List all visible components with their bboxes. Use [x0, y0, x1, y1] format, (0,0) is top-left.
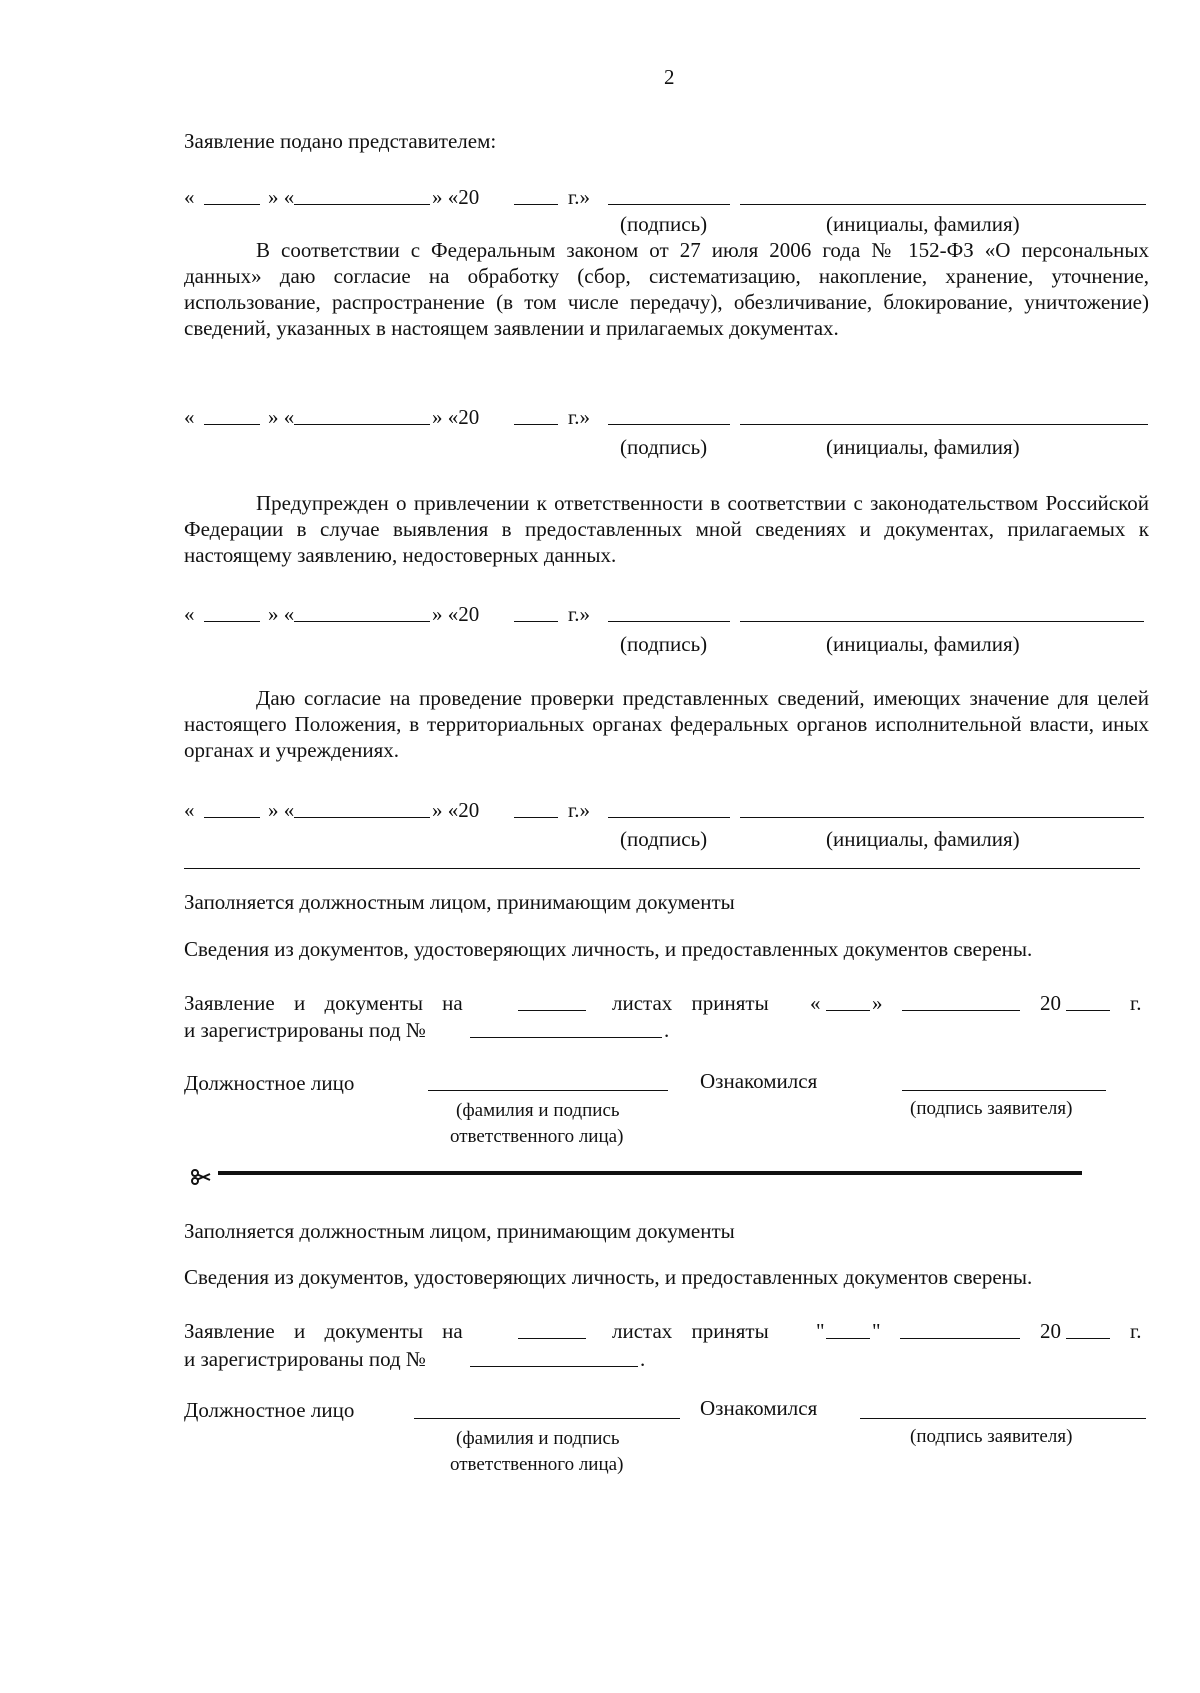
- month-blank[interactable]: [294, 204, 430, 205]
- year-blank[interactable]: [1066, 1338, 1110, 1339]
- acknowledged-label-2: Ознакомился: [700, 1396, 818, 1420]
- representative-label: Заявление подано представителем:: [184, 129, 497, 153]
- accepted-row-1: [184, 990, 1144, 1018]
- signature-blank[interactable]: [608, 621, 730, 622]
- official-label-2: Должностное лицо: [184, 1398, 355, 1422]
- warning-liability: Предупрежден о привлечении к ответственности в соответствии с законодательством Российской Федерации в случае выявления в предоставленных мной сведениях и документах, прилагаемых к настоящему заявлению, недостоверных данных.: [184, 491, 1149, 567]
- signature-caption-2: (подпись): [620, 435, 708, 459]
- day-open-quote: ": [816, 1319, 825, 1343]
- name-caption-1: (инициалы, фамилия): [826, 212, 1020, 236]
- registration-number-blank[interactable]: [470, 1037, 662, 1038]
- date-open-quote: «: [184, 185, 195, 209]
- year-blank[interactable]: [514, 817, 558, 818]
- day-blank[interactable]: [204, 817, 260, 818]
- date-year-suffix: г.»: [568, 798, 590, 822]
- accepted-prefix: Заявление и документы на: [184, 991, 463, 1015]
- year-blank[interactable]: [514, 424, 558, 425]
- verified-text-1: Сведения из документов, удостоверяющих личность, и предоставленных документов сверены.: [184, 937, 1033, 961]
- date-open-quote: «: [184, 602, 195, 626]
- date-signature-row-4: [184, 797, 1144, 827]
- date-year-suffix: г.»: [568, 602, 590, 626]
- official-signature-blank-2[interactable]: [414, 1418, 680, 1419]
- date-month-open: » «: [268, 602, 295, 626]
- year-suffix: г.: [1130, 991, 1142, 1015]
- sheets-blank[interactable]: [518, 1338, 586, 1339]
- official-caption-1a: (фамилия и подпись: [456, 1100, 620, 1121]
- consent-personal-data: В соответствии с Федеральным законом от 27 июля 2006 года № 152-ФЗ «О персональных данных» даю согласие на обработку (сбор, систематизацию, накопление, хранение, уточнение, использование, распространение (в том числе передачу), обезличивание, блокирование, уничтожение) сведений, указанных в настоящем заявлении и прилагаемых документах.: [184, 238, 1149, 340]
- month-blank[interactable]: [900, 1338, 1020, 1339]
- official-label-1: Должностное лицо: [184, 1071, 355, 1095]
- date-month-open: » «: [268, 405, 295, 429]
- day-close-quote: ": [872, 1319, 881, 1343]
- name-blank[interactable]: [740, 621, 1144, 622]
- section-divider: [184, 868, 1140, 869]
- date-year-open: » «20: [432, 185, 480, 209]
- registered-row-1: [184, 1017, 884, 1045]
- accepted-sheets: листах приняты: [612, 1319, 769, 1343]
- date-year-open: » «20: [432, 602, 480, 626]
- official-heading-2: Заполняется должностным лицом, принимающим документы: [184, 1219, 735, 1243]
- date-year-suffix: г.»: [568, 185, 590, 209]
- official-caption-2a: (фамилия и подпись: [456, 1428, 620, 1449]
- name-blank[interactable]: [740, 817, 1144, 818]
- month-blank[interactable]: [294, 621, 430, 622]
- name-caption-4: (инициалы, фамилия): [826, 827, 1020, 851]
- applicant-signature-blank-2[interactable]: [860, 1418, 1146, 1419]
- month-blank[interactable]: [902, 1010, 1020, 1011]
- accepted-row-2: [184, 1318, 1144, 1346]
- day-blank[interactable]: [826, 1338, 870, 1339]
- name-blank[interactable]: [740, 424, 1148, 425]
- signature-blank[interactable]: [608, 204, 730, 205]
- year-blank[interactable]: [514, 204, 558, 205]
- day-blank[interactable]: [204, 204, 260, 205]
- acknowledged-label-1: Ознакомился: [700, 1069, 818, 1093]
- date-year-open: » «20: [432, 798, 480, 822]
- day-blank[interactable]: [826, 1010, 870, 1011]
- date-month-open: » «: [268, 798, 295, 822]
- date-signature-row-2: [184, 404, 1144, 434]
- signature-blank[interactable]: [608, 817, 730, 818]
- date-year-suffix: г.»: [568, 405, 590, 429]
- sheets-blank[interactable]: [518, 1010, 586, 1011]
- date-open-quote: «: [184, 405, 195, 429]
- registration-number-blank[interactable]: [470, 1366, 638, 1367]
- page-number: 2: [664, 65, 675, 89]
- official-caption-1b: ответственного лица): [450, 1126, 624, 1147]
- day-blank[interactable]: [204, 424, 260, 425]
- name-blank[interactable]: [740, 204, 1146, 205]
- applicant-signature-blank-1[interactable]: [902, 1090, 1106, 1091]
- verified-text-2: Сведения из документов, удостоверяющих личность, и предоставленных документов сверены.: [184, 1265, 1033, 1289]
- signature-blank[interactable]: [608, 424, 730, 425]
- consent-verification: Даю согласие на проведение проверки представленных сведений, имеющих значение для целей настоящего Положения, в территориальных органах федеральных органов исполнительной власти, иных органах и учреждениях.: [184, 686, 1149, 762]
- name-caption-3: (инициалы, фамилия): [826, 632, 1020, 656]
- date-open-quote: «: [184, 798, 195, 822]
- date-month-open: » «: [268, 185, 295, 209]
- signature-caption-4: (подпись): [620, 827, 708, 851]
- registered-label: и зарегистрированы под №: [184, 1347, 426, 1371]
- year-blank[interactable]: [1066, 1010, 1110, 1011]
- month-blank[interactable]: [294, 817, 430, 818]
- registered-label: и зарегистрированы под №: [184, 1018, 426, 1042]
- date-signature-row-1: [184, 184, 1144, 214]
- official-signature-blank-1[interactable]: [428, 1090, 668, 1091]
- accepted-prefix: Заявление и документы на: [184, 1319, 463, 1343]
- name-caption-2: (инициалы, фамилия): [826, 435, 1020, 459]
- year-prefix: 20: [1040, 991, 1061, 1015]
- signature-caption-3: (подпись): [620, 632, 708, 656]
- year-suffix: г.: [1130, 1319, 1142, 1343]
- year-prefix: 20: [1040, 1319, 1061, 1343]
- signature-caption-1: (подпись): [620, 212, 708, 236]
- date-year-open: » «20: [432, 405, 480, 429]
- date-signature-row-3: [184, 601, 1144, 631]
- year-blank[interactable]: [514, 621, 558, 622]
- accepted-sheets: листах приняты: [612, 991, 769, 1015]
- day-open-quote: «: [810, 991, 821, 1015]
- applicant-caption-1: (подпись заявителя): [910, 1098, 1073, 1119]
- day-close-quote: »: [872, 991, 883, 1015]
- registered-row-2: [184, 1346, 884, 1374]
- registered-period: .: [640, 1347, 646, 1371]
- registered-period: .: [664, 1018, 670, 1042]
- month-blank[interactable]: [294, 424, 430, 425]
- applicant-caption-2: (подпись заявителя): [910, 1426, 1073, 1447]
- scissors-icon: [190, 1166, 214, 1184]
- day-blank[interactable]: [204, 621, 260, 622]
- official-heading-1: Заполняется должностным лицом, принимающим документы: [184, 890, 735, 914]
- cut-line: [218, 1171, 1082, 1175]
- official-caption-2b: ответственного лица): [450, 1454, 624, 1475]
